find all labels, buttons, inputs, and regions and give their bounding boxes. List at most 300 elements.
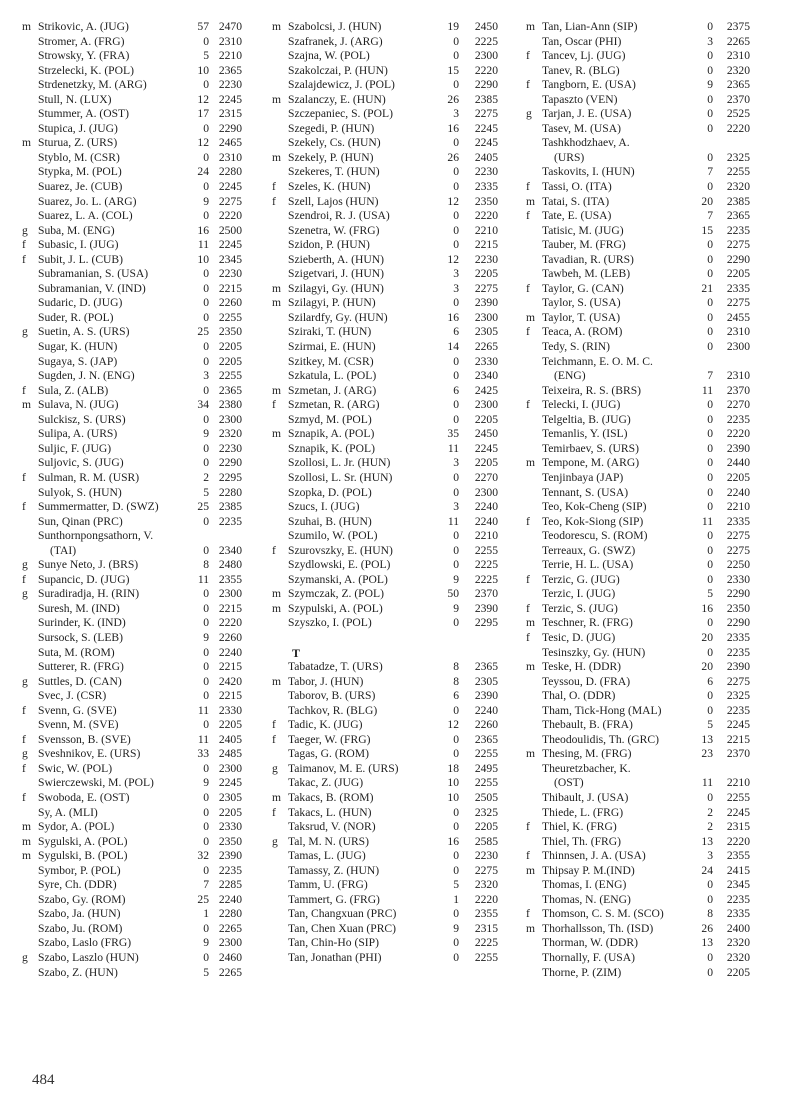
player-entry xyxy=(22,922,262,937)
games-count: 6 xyxy=(453,383,459,397)
games-count: 0 xyxy=(707,951,713,964)
player-name: Suarez, Je. (CUB) xyxy=(38,180,123,194)
games-count: 0 xyxy=(707,529,713,543)
rating: 2300 xyxy=(218,936,242,950)
player-entry xyxy=(272,864,518,879)
games-count: 0 xyxy=(453,354,459,368)
games-count: 0 xyxy=(453,34,459,48)
title-code: m xyxy=(526,20,536,33)
games-count: 0 xyxy=(453,805,459,819)
player-name: Tawbeh, M. (LEB) xyxy=(542,267,631,281)
player-name: Svensson, B. (SVE) xyxy=(38,732,131,746)
player-entry xyxy=(22,413,262,428)
player-entry xyxy=(22,296,262,311)
player-entry xyxy=(526,835,772,850)
rating: 2255 xyxy=(474,951,498,964)
player-name: Thiel, Th. (FRG) xyxy=(542,834,622,848)
player-entry xyxy=(526,747,772,762)
games-count: 26 xyxy=(447,92,459,106)
player-entry xyxy=(526,762,772,777)
player-name: Szajna, W. (POL) xyxy=(288,49,370,63)
player-entry xyxy=(526,20,772,35)
player-name: Taeger, W. (FRG) xyxy=(288,732,371,746)
title-code: m xyxy=(272,601,282,615)
player-entry xyxy=(526,646,772,661)
player-entry xyxy=(272,64,518,79)
player-name: Sznapik, K. (POL) xyxy=(288,441,375,455)
player-entry xyxy=(22,238,262,253)
player-name: Szymanski, A. (POL) xyxy=(288,572,388,586)
rating: 2220 xyxy=(726,427,750,441)
player-entry xyxy=(22,369,262,384)
games-count: 0 xyxy=(203,441,209,455)
rating: 2385 xyxy=(474,92,498,106)
games-count: 2 xyxy=(707,805,713,819)
player-name: Szabo, Laszlo (HUN) xyxy=(38,951,139,964)
rating: 2230 xyxy=(218,441,242,455)
player-name: Szkatula, L. (POL) xyxy=(288,369,377,383)
player-name: Sugden, J. N. (ENG) xyxy=(38,369,135,383)
player-entry xyxy=(272,136,518,151)
rating: 2295 xyxy=(218,470,242,484)
player-entry xyxy=(272,660,518,675)
player-name: Telecki, I. (JUG) xyxy=(542,398,621,412)
rating: 2210 xyxy=(218,49,242,63)
player-name: Suljic, F. (JUG) xyxy=(38,441,112,455)
player-entry xyxy=(22,224,262,239)
rating: 2235 xyxy=(726,223,750,237)
games-count: 50 xyxy=(447,587,459,601)
games-count: 0 xyxy=(707,965,713,979)
games-count: 5 xyxy=(203,49,209,63)
rating: 2255 xyxy=(474,747,498,761)
player-entry xyxy=(22,587,262,602)
player-name: Svec, J. (CSR) xyxy=(38,689,107,703)
games-count: 11 xyxy=(197,238,209,252)
games-count: 3 xyxy=(707,849,713,863)
player-entry xyxy=(272,835,518,850)
player-name: Szell, Lajos (HUN) xyxy=(288,194,379,208)
games-count: 25 xyxy=(197,892,209,906)
games-count: 25 xyxy=(197,325,209,339)
rating: 2300 xyxy=(218,412,242,426)
player-entry xyxy=(22,602,262,617)
rating: 2320 xyxy=(726,936,750,950)
games-count: 25 xyxy=(197,500,209,514)
player-name: Tabatadze, T. (URS) xyxy=(288,660,383,674)
title-code: m xyxy=(526,747,536,761)
player-name: Swic, W. (POL) xyxy=(38,761,113,775)
player-entry xyxy=(526,253,772,268)
title-code: g xyxy=(22,223,28,237)
rating: 2365 xyxy=(474,732,498,746)
player-entry xyxy=(526,893,772,908)
rating: 2205 xyxy=(474,412,498,426)
rating: 2460 xyxy=(218,951,242,964)
player-name: Strowsky, Y. (FRA) xyxy=(38,49,130,63)
rating: 2225 xyxy=(474,936,498,950)
rating: 2275 xyxy=(474,107,498,121)
games-count: 0 xyxy=(707,878,713,892)
player-name: Szopka, D. (POL) xyxy=(288,485,372,499)
title-code: m xyxy=(526,921,536,935)
games-count: 13 xyxy=(701,834,713,848)
player-name: (URS) xyxy=(554,150,585,164)
games-count: 11 xyxy=(197,732,209,746)
player-name: Szirmai, E. (HUN) xyxy=(288,340,376,354)
rating: 2340 xyxy=(474,369,498,383)
player-name: Teyssou, D. (FRA) xyxy=(542,674,631,688)
rating: 2390 xyxy=(726,660,750,674)
title-code: m xyxy=(526,660,536,674)
rating: 2205 xyxy=(218,805,242,819)
player-entry xyxy=(272,893,518,908)
player-entry xyxy=(272,471,518,486)
player-entry xyxy=(526,340,772,355)
player-name: Szabo, Gy. (ROM) xyxy=(38,892,126,906)
rating: 2365 xyxy=(218,383,242,397)
player-entry xyxy=(22,427,262,442)
rating: 2340 xyxy=(218,543,242,557)
player-name: Sygulski, B. (POL) xyxy=(38,849,128,863)
player-name: Szurovszky, E. (HUN) xyxy=(288,543,393,557)
player-name: Tagas, G. (ROM) xyxy=(288,747,369,761)
rating: 2315 xyxy=(474,921,498,935)
rating: 2255 xyxy=(474,776,498,790)
player-name: Suta, M. (ROM) xyxy=(38,645,115,659)
player-entry xyxy=(526,791,772,806)
rating: 2255 xyxy=(474,543,498,557)
rating: 2310 xyxy=(726,369,750,383)
player-name: Tavadian, R. (URS) xyxy=(542,252,634,266)
player-name: Sula, Z. (ALB) xyxy=(38,383,109,397)
player-name: Sziraki, T. (HUN) xyxy=(288,325,372,339)
title-code: g xyxy=(22,325,28,339)
rating: 2265 xyxy=(726,34,750,48)
title-code: f xyxy=(526,180,530,194)
player-entry xyxy=(22,951,262,966)
games-count: 0 xyxy=(707,238,713,252)
player-name: Stupica, J. (JUG) xyxy=(38,121,118,135)
player-entry xyxy=(272,616,518,631)
player-entry xyxy=(272,398,518,413)
player-entry xyxy=(22,384,262,399)
player-name: Tatai, S. (ITA) xyxy=(542,194,610,208)
player-entry xyxy=(272,602,518,617)
games-count: 10 xyxy=(447,776,459,790)
games-count: 34 xyxy=(197,398,209,412)
player-name: Suresh, M. (IND) xyxy=(38,601,120,615)
player-name: Teske, H. (DDR) xyxy=(542,660,622,674)
player-entry xyxy=(22,398,262,413)
games-count: 13 xyxy=(701,936,713,950)
player-name: Szitkey, M. (CSR) xyxy=(288,354,374,368)
title-code: f xyxy=(22,732,26,746)
games-count: 0 xyxy=(707,616,713,630)
games-count: 0 xyxy=(707,456,713,470)
games-count: 0 xyxy=(707,689,713,703)
rating: 2325 xyxy=(474,805,498,819)
rating: 2275 xyxy=(726,674,750,688)
player-entry xyxy=(272,180,518,195)
player-entry xyxy=(526,325,772,340)
title-code: m xyxy=(272,296,282,310)
rating: 2245 xyxy=(218,238,242,252)
player-entry xyxy=(272,413,518,428)
games-count: 0 xyxy=(203,587,209,601)
rating: 2370 xyxy=(726,92,750,106)
games-count: 13 xyxy=(701,732,713,746)
player-name: Takacs, L. (HUN) xyxy=(288,805,372,819)
title-code: m xyxy=(272,150,282,164)
games-count: 18 xyxy=(447,761,459,775)
rating: 2290 xyxy=(726,587,750,601)
games-count: 0 xyxy=(453,863,459,877)
player-name: Suttles, D. (CAN) xyxy=(38,674,122,688)
rating: 2300 xyxy=(218,587,242,601)
games-count: 7 xyxy=(707,209,713,223)
player-name: Sun, Qinan (PRC) xyxy=(38,514,123,528)
player-name: Strikovic, A. (JUG) xyxy=(38,20,129,33)
player-entry xyxy=(526,78,772,93)
player-entry xyxy=(22,35,262,50)
player-name: Szeles, K. (HUN) xyxy=(288,180,371,194)
rating: 2370 xyxy=(726,747,750,761)
title-code: f xyxy=(526,630,530,644)
games-count: 6 xyxy=(453,689,459,703)
rating: 2415 xyxy=(726,863,750,877)
player-name: Szollosi, L. Jr. (HUN) xyxy=(288,456,391,470)
player-name: Strzelecki, K. (POL) xyxy=(38,63,134,77)
games-count: 0 xyxy=(453,49,459,63)
player-entry xyxy=(526,107,772,122)
games-count: 0 xyxy=(707,252,713,266)
games-count: 24 xyxy=(701,863,713,877)
games-count: 0 xyxy=(453,78,459,92)
player-name: Tate, E. (USA) xyxy=(542,209,612,223)
games-count: 0 xyxy=(203,310,209,324)
games-count: 0 xyxy=(453,485,459,499)
games-count: 9 xyxy=(203,194,209,208)
player-entry xyxy=(526,224,772,239)
player-entry xyxy=(22,631,262,646)
player-entry xyxy=(526,922,772,937)
games-count: 0 xyxy=(203,354,209,368)
title-code: g xyxy=(272,761,278,775)
games-count: 9 xyxy=(453,921,459,935)
rating: 2470 xyxy=(218,20,242,33)
games-count: 0 xyxy=(203,296,209,310)
title-code: m xyxy=(272,427,282,441)
player-name: Stummer, A. (OST) xyxy=(38,107,129,121)
title-code: f xyxy=(272,180,276,194)
column-1 xyxy=(22,20,262,980)
games-count: 0 xyxy=(203,689,209,703)
player-name: Teixeira, R. S. (BRS) xyxy=(542,383,642,397)
player-name: Strdenetzky, M. (ARG) xyxy=(38,78,147,92)
rating: 2260 xyxy=(218,296,242,310)
player-name: Sursock, S. (LEB) xyxy=(38,630,124,644)
player-name: Sulava, N. (JUG) xyxy=(38,398,119,412)
games-count: 0 xyxy=(453,936,459,950)
games-count: 0 xyxy=(707,310,713,324)
player-entry xyxy=(526,675,772,690)
title-code: m xyxy=(526,194,536,208)
player-entry xyxy=(272,936,518,951)
player-entry xyxy=(526,718,772,733)
rating: 2355 xyxy=(218,572,242,586)
player-entry xyxy=(272,340,518,355)
rating: 2205 xyxy=(726,965,750,979)
player-entry xyxy=(526,689,772,704)
player-name: Terreaux, G. (SWZ) xyxy=(542,543,636,557)
player-name: Tan, Lian-Ann (SIP) xyxy=(542,20,638,33)
player-name: Sulyok, S. (HUN) xyxy=(38,485,122,499)
title-code: m xyxy=(22,820,32,834)
player-entry xyxy=(272,35,518,50)
rating: 2320 xyxy=(726,63,750,77)
player-entry xyxy=(526,486,772,501)
player-name: Szidon, P. (HUN) xyxy=(288,238,370,252)
player-entry xyxy=(526,209,772,224)
rating: 2245 xyxy=(726,805,750,819)
player-name: Szumilo, W. (POL) xyxy=(288,529,378,543)
rating: 2205 xyxy=(218,354,242,368)
title-code: m xyxy=(526,310,536,324)
player-name: Svenn, G. (SVE) xyxy=(38,703,117,717)
rating: 2390 xyxy=(218,849,242,863)
rating: 2225 xyxy=(474,572,498,586)
player-entry xyxy=(22,180,262,195)
title-code: f xyxy=(272,805,276,819)
player-entry xyxy=(272,762,518,777)
games-count: 0 xyxy=(453,951,459,964)
games-count: 10 xyxy=(447,790,459,804)
player-name: Stypka, M. (POL) xyxy=(38,165,122,179)
rating: 2390 xyxy=(474,296,498,310)
player-entry xyxy=(272,806,518,821)
rating: 2330 xyxy=(218,703,242,717)
player-name: Thorne, P. (ZIM) xyxy=(542,965,622,979)
games-count: 3 xyxy=(453,500,459,514)
games-count: 16 xyxy=(701,601,713,615)
player-entry xyxy=(22,515,262,530)
games-count: 0 xyxy=(203,674,209,688)
player-name: Suba, M. (ENG) xyxy=(38,223,115,237)
player-entry xyxy=(526,122,772,137)
games-count: 0 xyxy=(453,543,459,557)
player-name: Szekeres, T. (HUN) xyxy=(288,165,380,179)
player-entry xyxy=(526,500,772,515)
rating: 2315 xyxy=(726,820,750,834)
player-entry xyxy=(272,355,518,370)
player-entry xyxy=(526,93,772,108)
player-entry xyxy=(526,544,772,559)
player-entry xyxy=(272,747,518,762)
player-name: Szigetvari, J. (HUN) xyxy=(288,267,384,281)
rating: 2220 xyxy=(726,834,750,848)
rating: 2205 xyxy=(726,470,750,484)
rating: 2385 xyxy=(726,194,750,208)
player-name: Szegedi, P. (HUN) xyxy=(288,121,375,135)
rating: 2280 xyxy=(218,485,242,499)
games-count: 16 xyxy=(447,310,459,324)
rating: 2300 xyxy=(474,49,498,63)
games-count: 0 xyxy=(203,718,209,732)
rating: 2350 xyxy=(218,834,242,848)
player-name: Terzic, G. (JUG) xyxy=(542,572,620,586)
title-code: f xyxy=(526,820,530,834)
games-count: 12 xyxy=(447,718,459,732)
player-entry xyxy=(22,122,262,137)
games-count: 0 xyxy=(203,645,209,659)
games-count: 0 xyxy=(453,558,459,572)
games-count: 0 xyxy=(707,180,713,194)
player-entry xyxy=(22,616,262,631)
games-count: 0 xyxy=(707,63,713,77)
games-count: 10 xyxy=(197,252,209,266)
games-count: 11 xyxy=(701,514,713,528)
player-name: Suarez, L. A. (COL) xyxy=(38,209,133,223)
rating: 2335 xyxy=(474,180,498,194)
player-entry xyxy=(526,907,772,922)
rating: 2495 xyxy=(474,761,498,775)
rating: 2345 xyxy=(726,878,750,892)
player-entry xyxy=(22,806,262,821)
rating: 2425 xyxy=(474,383,498,397)
rating: 2240 xyxy=(218,645,242,659)
player-name: Thorman, W. (DDR) xyxy=(542,936,638,950)
player-name: Tennant, S. (USA) xyxy=(542,485,629,499)
player-name: Telgeltia, B. (JUG) xyxy=(542,412,631,426)
player-entry xyxy=(22,864,262,879)
title-code: f xyxy=(272,398,276,412)
player-name: Szypulski, A. (POL) xyxy=(288,601,383,615)
rating: 2375 xyxy=(726,20,750,33)
player-entry xyxy=(22,20,262,35)
player-name: Syre, Ch. (DDR) xyxy=(38,878,117,892)
player-entry xyxy=(272,267,518,282)
games-count: 24 xyxy=(197,165,209,179)
rating: 2335 xyxy=(726,514,750,528)
player-name: Szmetan, R. (ARG) xyxy=(288,398,380,412)
player-name: Teaca, A. (ROM) xyxy=(542,325,623,339)
player-name: Szendroi, R. J. (USA) xyxy=(288,209,390,223)
rating: 2280 xyxy=(218,907,242,921)
title-code: g xyxy=(22,558,28,572)
player-name: Terzic, S. (JUG) xyxy=(542,601,618,615)
rating: 2230 xyxy=(474,252,498,266)
player-entry xyxy=(22,471,262,486)
rating: 2230 xyxy=(474,849,498,863)
rating: 2275 xyxy=(218,194,242,208)
player-entry xyxy=(22,253,262,268)
player-entry xyxy=(22,704,262,719)
games-count: 3 xyxy=(203,369,209,383)
games-count: 3 xyxy=(453,267,459,281)
rating: 2310 xyxy=(726,49,750,63)
games-count: 21 xyxy=(701,281,713,295)
player-name: Szmetan, J. (ARG) xyxy=(288,383,377,397)
rating: 2240 xyxy=(218,892,242,906)
player-name: Taylor, S. (USA) xyxy=(542,296,621,310)
games-count: 19 xyxy=(447,20,459,33)
games-count: 10 xyxy=(197,63,209,77)
player-entry xyxy=(272,442,518,457)
rating: 2365 xyxy=(726,78,750,92)
games-count: 0 xyxy=(707,645,713,659)
rating: 2390 xyxy=(474,601,498,615)
